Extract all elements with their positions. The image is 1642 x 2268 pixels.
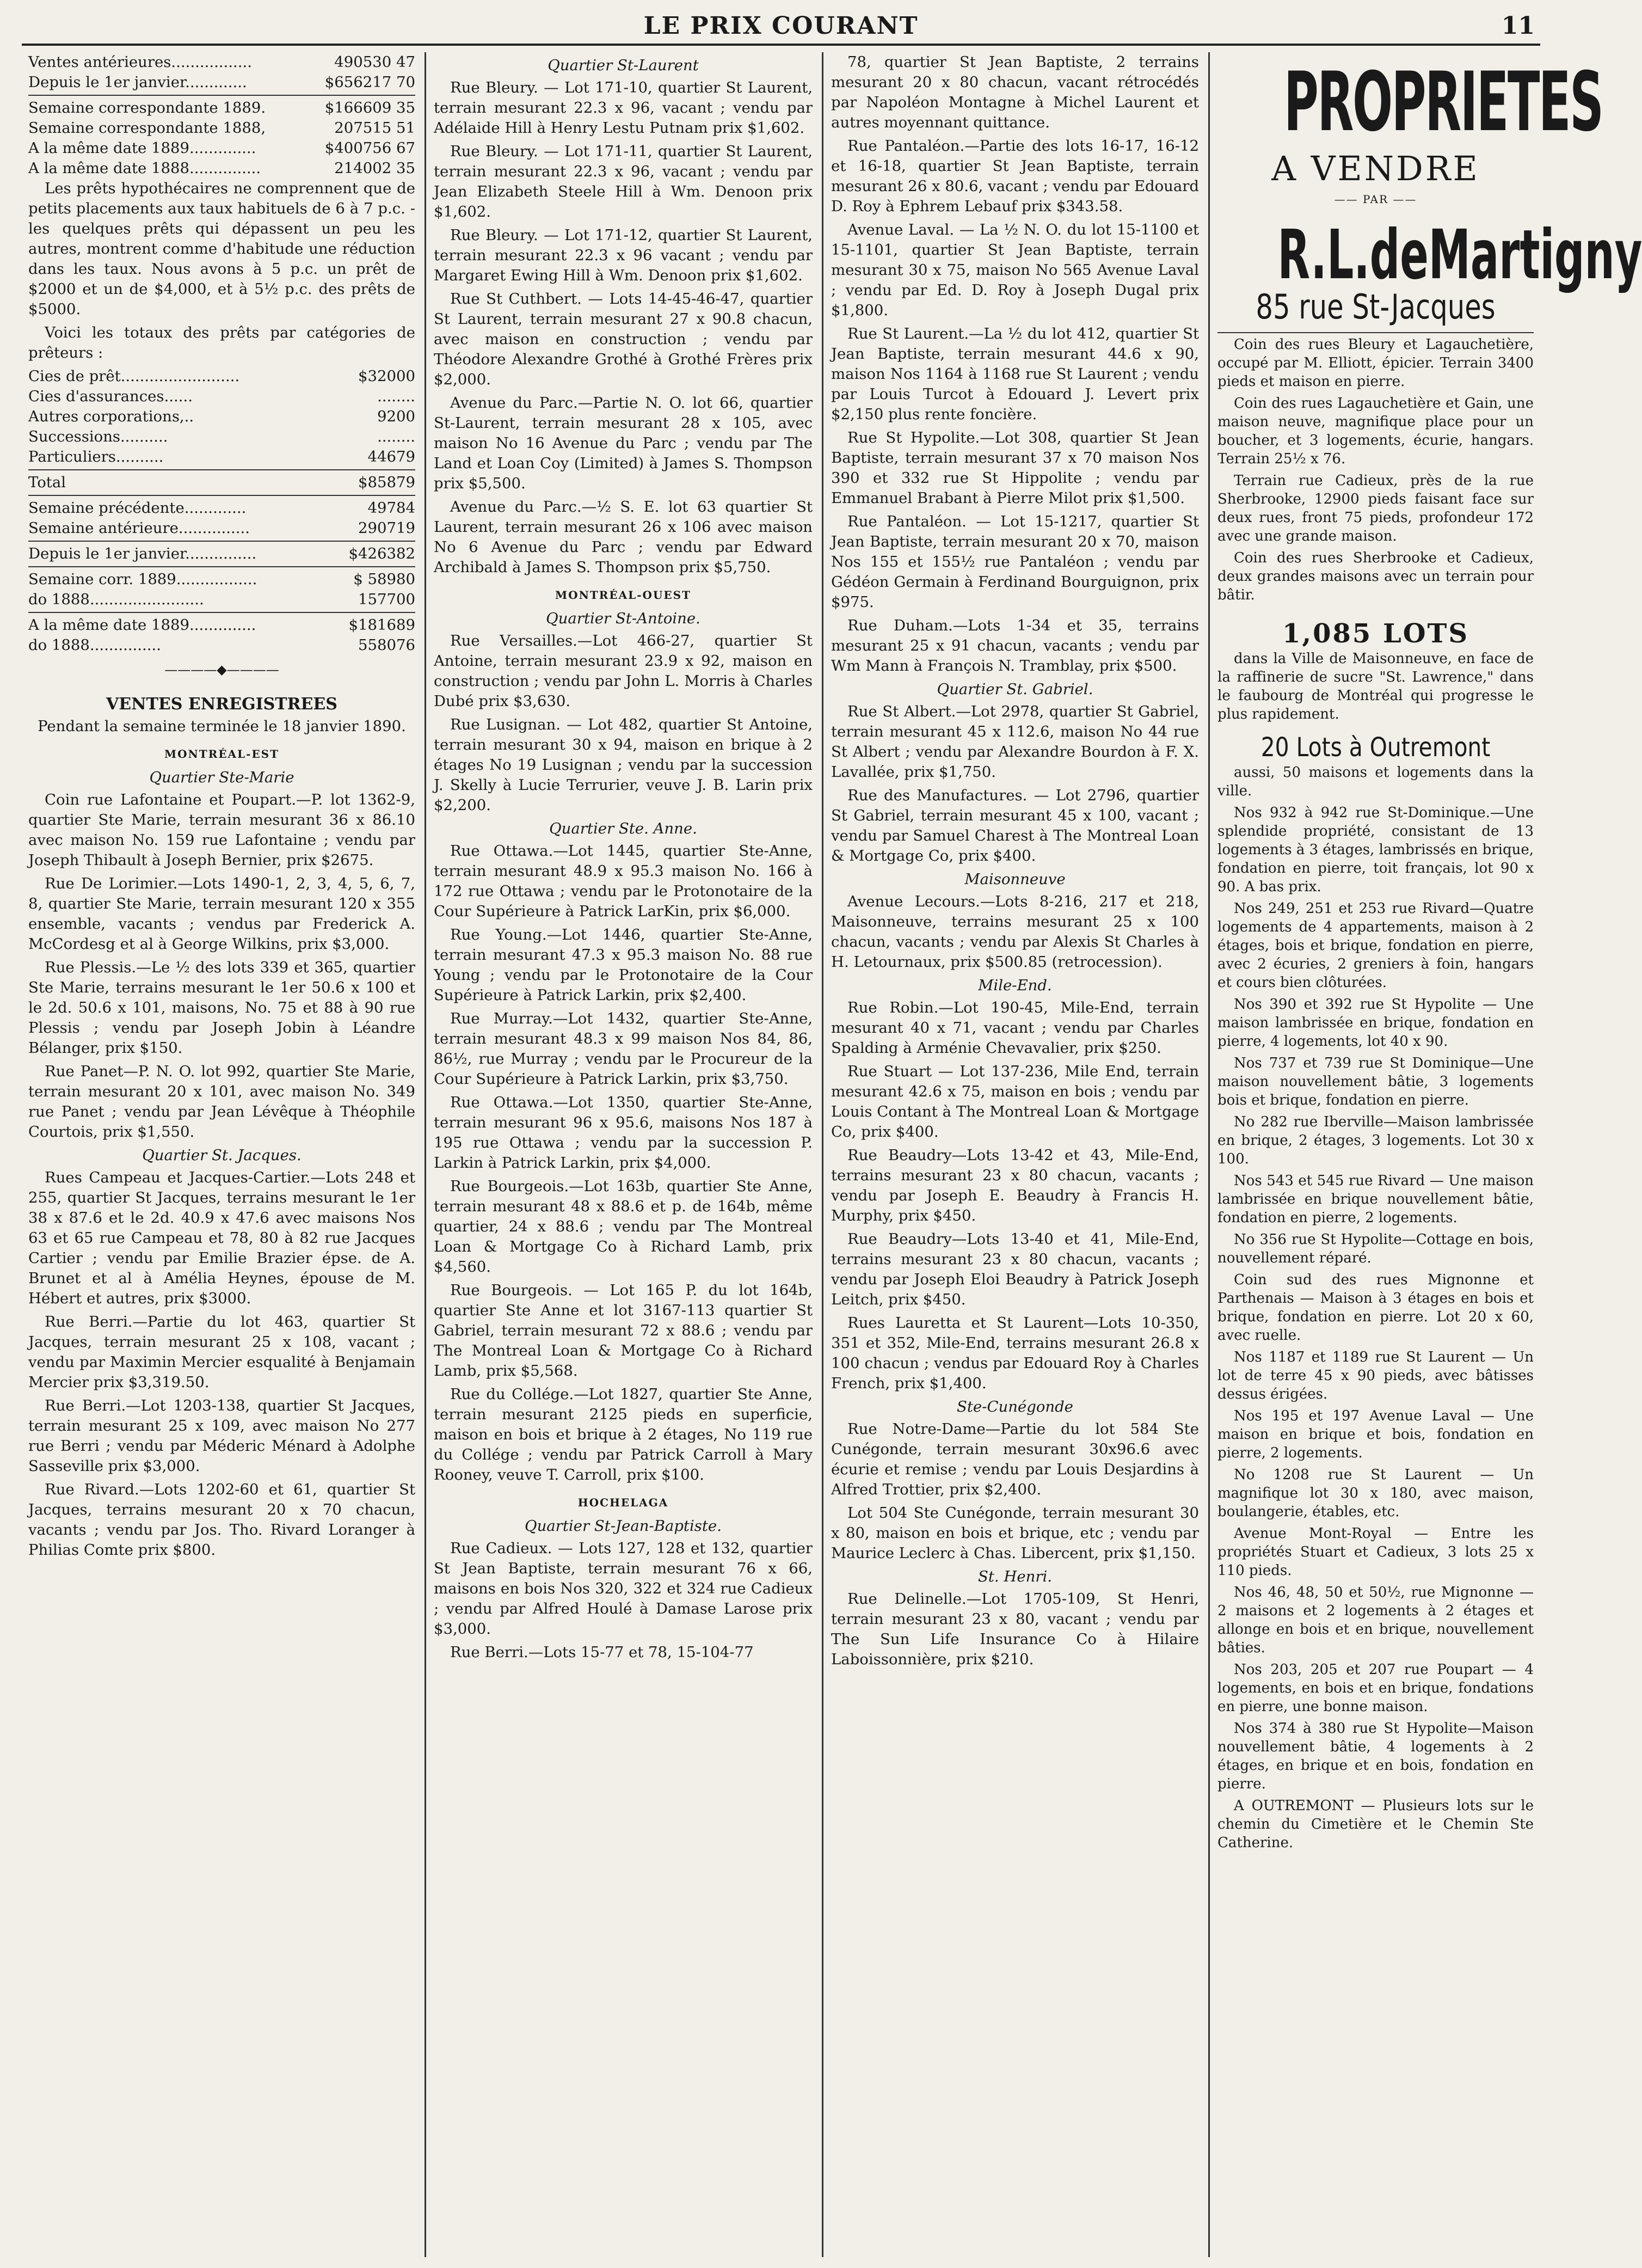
- listing-group: [28, 790, 415, 1142]
- column-3: [825, 52, 1206, 2257]
- row-label: Depuis le 1er janvier...............: [28, 545, 257, 562]
- listing-paragraph: Rue St Hypolite.—Lot 308, quartier St Jean Baptiste, terrain mesurant 37 x 70 maison Nos 390 et 332 rue St Hippolite ; vendu par Emmanuel Brabant à Pierre Milot prix $1,500.: [831, 429, 1199, 507]
- table-row: [28, 98, 415, 118]
- listing-paragraph: Nos 543 et 545 rue Rivard — Une maison lambrissée en brique nouvellement bâtie, fondation en pierre, 2 logements.: [1217, 1173, 1534, 1226]
- listing-paragraph: Coin des rues Bleury et Lagauchetière, occupé par M. Elliott, épicier. Terrain 3400 pieds et maison en pierre.: [1217, 336, 1534, 390]
- prets-totals: [28, 473, 415, 655]
- column-2: [427, 52, 819, 2257]
- listing-paragraph: Rue Beaudry—Lots 13-42 et 43, Mile-End, terrains mesurant 23 x 80 chacun, vacants ; vendu par Joseph E. Beaudry à Francis H. Murphy, prix $450.: [831, 1147, 1199, 1224]
- row-label: A la même date 1889..............: [28, 616, 256, 634]
- quartier-heading: Quartier Ste-Marie: [149, 769, 294, 786]
- row-label: A la même date 1888...............: [28, 160, 261, 177]
- listing-paragraph: Rue Robin.—Lot 190-45, Mile-End, terrain mesurant 40 x 71, vacant ; vendu par Charles Spalding à Arménie Chevavalier, prix $250.: [831, 999, 1199, 1057]
- listing-paragraph: Rue Bourgeois.—Lot 163b, quartier Ste Anne, terrain mesurant 48 x 88.6 et p. de 164b, même quartier, 24 x 88.6 ; vendu par The Montreal Loan & Mortgage Co à Richard Lamb, prix $4,560.: [434, 1178, 813, 1276]
- listing-paragraph: Rue Stuart — Lot 137-236, Mile End, terrain mesurant 42.6 x 75, maison en bois ; vendu par Louis Contant à The Montreal Loan & Mortgage Co, prix $400.: [831, 1063, 1199, 1141]
- row-value: $656217 70: [324, 73, 415, 91]
- ad-lots-title: 1,085 LOTS: [1282, 618, 1469, 649]
- row-value: 207515 51: [334, 119, 415, 137]
- column-divider: [1208, 52, 1210, 2257]
- row-value: ........: [377, 428, 415, 445]
- row-value: 44679: [367, 448, 415, 465]
- row-value: $ 58980: [353, 571, 415, 588]
- listing-paragraph: Rues Lauretta et St Laurent—Lots 10-350, 351 et 352, Mile-End, terrains mesurant 26.8 x 100 chacun ; vendus par Edouard Roy à Charles French, prix $1,400.: [831, 1314, 1199, 1392]
- listing-paragraph: Nos 203, 205 et 207 rue Poupart — 4 logements, en bois et en brique, fondations en pierre, une bonne maison.: [1217, 1662, 1534, 1715]
- listing-paragraph: Rue Notre-Dame—Partie du lot 584 Ste Cunégonde, terrain mesurant 30x96.6 avec écurie et remise ; vendu par Louis Desjardins à Alfred Trottier, prix $2,400.: [831, 1420, 1199, 1498]
- divider: [28, 95, 415, 96]
- quartier-heading: Quartier St. Jacques.: [142, 1147, 302, 1164]
- listing-paragraph: Rue Lusignan. — Lot 482, quartier St Antoine, terrain mesurant 30 x 94, maison en brique à 2 étages No 19 Lusignan ; vendu par la succession J. Skelly à Lucie Terrurier, veuve J. B. Larin prix $2,200.: [434, 716, 813, 814]
- row-value: $32000: [358, 367, 415, 385]
- table-row: [28, 72, 415, 93]
- ad-lots-text: dans la Ville de Maisonneuve, en face de la raffinerie de sucre "St. Lawrence," dans le faubourg de Montréal qui progresse le plus rapidement.: [1217, 651, 1534, 722]
- row-value: $426382: [348, 545, 415, 562]
- table-row: [28, 473, 415, 493]
- listing-group: [434, 841, 813, 1485]
- table-row: [28, 407, 415, 427]
- listing-paragraph: Rue Bleury. — Lot 171-10, quartier St Laurent, terrain mesurant 22.3 x 96, vacant ; vendu par Adélaide Hill à Henry Lestu Putnam prix $1,602.: [434, 79, 813, 137]
- listing-group: [831, 998, 1199, 1394]
- listing-paragraph: Rue Bleury. — Lot 171-12, quartier St Laurent, terrain mesurant 22.3 x 96 vacant ; vendu par Margaret Ewing Hill à Wm. Denoon prix $1,602.: [434, 226, 813, 284]
- prets-table: [28, 366, 415, 470]
- listing-paragraph: Rue Murray.—Lot 1432, quartier Ste-Anne, terrain mesurant 48.3 x 99 maison Nos 84, 86, 86½, rue Murray ; vendu par le Procureur de la Cour Supérieure à Patrick Larkin, prix $3,750.: [434, 1010, 813, 1088]
- ad-headline: PROPRIETES: [1284, 55, 1603, 150]
- newspaper-title: LE PRIX COURANT: [643, 12, 919, 40]
- ad-listing-group: [1217, 335, 1534, 604]
- row-value: 490530 47: [334, 53, 415, 71]
- row-label: Cies de prêt.........................: [28, 367, 240, 385]
- listing-paragraph: Rue St Cuthbert. — Lots 14-45-46-47, quartier St Laurent, terrain mesurant 27 x 90.8 chacun, avec maison en construction ; vendu par Théodore Alexandre Grothé à Grothé Frères prix $2,000.: [434, 290, 813, 388]
- row-label: Autres corporations,..: [28, 408, 194, 425]
- table-row: [28, 138, 415, 158]
- listing-paragraph: Rue Plessis.—Le ½ des lots 339 et 365, quartier Ste Marie, terrains mesurant le 1er 50.6 x 100 et le 2d. 50.6 x 101, maisons, No. 75 et 88 à 90 rue Plessis ; vendu par Joseph Jobin à Léandre Bélanger, prix $150.: [28, 959, 415, 1057]
- listing-paragraph: Rue Bourgeois. — Lot 165 P. du lot 164b, quartier Ste Anne et lot 3167-113 quartier St Gabriel, terrain mesurant 72 x 88.6 ; vendu par The Montreal Loan & Mortgage Co à Richard Lamb, prix $5,568.: [434, 1282, 813, 1380]
- divider: [28, 495, 415, 496]
- listing-paragraph: No 1208 rue St Laurent — Un magnifique lot 30 x 180, avec maison, boulangerie, étables, etc.: [1217, 1467, 1534, 1520]
- listing-paragraph: Rue Pantaléon.—Partie des lots 16-17, 16-12 et 16-18, quartier St Jean Baptiste, terrain mesurant 26 x 80.6, vacant ; vendu par Edouard D. Roy à Ephrem Lebauf prix $343.58.: [831, 137, 1199, 215]
- listing-paragraph: Rue Delinelle.—Lot 1705-109, St Henri, terrain mesurant 23 x 80, vacant ; vendu par The Sun Life Insurance Co à Hilaire Laboissonnière, prix $210.: [831, 1590, 1199, 1668]
- quartier-heading: Maisonneuve: [964, 871, 1066, 888]
- prets-text: Les prêts hypothécaires ne comprennent que de petits placements aux taux habituels de 6 à 7 p.c. - les quelques prêts qui dépassent un peu les autres, montrent comme d'habitude une réduction dans les taux. Nous avons à 5 p.c. un prêt de $2000 et un de $4,000, et à 5½ p.c. des prêts de $5000.: [28, 180, 415, 318]
- listing-paragraph: Rue Beaudry—Lots 13-40 et 41, Mile-End, terrains mesurant 23 x 80 chacun, vacants ; vendu par Joseph Eloi Beaudry à Patrick Joseph Leitch, prix $450.: [831, 1230, 1199, 1308]
- row-label: Particuliers..........: [28, 448, 164, 465]
- listing-paragraph: Rue Versailles.—Lot 466-27, quartier St Antoine, terrain mesurant 23.9 x 92, maison en construction ; vendu par John L. Morris à Charles Dubé prix $3,630.: [434, 632, 813, 710]
- column-divider: [425, 52, 426, 2257]
- listing-paragraph: Rue Duham.—Lots 1-34 et 35, terrains mesurant 25 x 91 chacun, vacants ; vendu par Wm Mann à François N. Tramblay, prix $500.: [831, 617, 1199, 675]
- row-label: do 1888........................: [28, 591, 204, 608]
- row-value: $400756 67: [324, 139, 415, 157]
- row-label: Semaine précédente.............: [28, 499, 247, 517]
- listing-paragraph: Nos 374 à 380 rue St Hypolite—Maison nouvellement bâtie, 4 logements à 2 étages, en brique et en bois, fondation en pierre.: [1217, 1720, 1534, 1792]
- listing-paragraph: Rue Berri.—Lot 1203-138, quartier St Jacques, terrain mesurant 25 x 109, avec maison No 277 rue Berri ; vendu par Méderic Ménard à Adolphe Sasseville prix $3,000.: [28, 1397, 415, 1475]
- page-number: 11: [1501, 12, 1535, 40]
- table-row: [28, 118, 415, 138]
- quartier-heading: St. Henri.: [977, 1568, 1053, 1585]
- listing-paragraph: Coin des rues Lagauchetière et Gain, une maison neuve, magnifique place pour un boucher, et 3 logements, écurie, hangars. Terrain 25½ x 76.: [1217, 395, 1534, 467]
- row-label: Depuis le 1er janvier.............: [28, 73, 247, 91]
- quartier-heading: Quartier St-Antoine.: [546, 610, 700, 627]
- row-label: Ventes antérieures.................: [28, 53, 252, 71]
- row-label: Semaine corr. 1889.................: [28, 571, 257, 588]
- listing-paragraph: Rue St Laurent.—La ½ du lot 412, quartier St Jean Baptiste, terrain mesurant 44.6 x 90, maison Nos 1164 à 1168 rue St Laurent ; vendu par Louis Turcot à Edouard J. Levert prix $2,150 plus rente foncière.: [831, 325, 1199, 423]
- listing-paragraph: Nos 932 à 942 rue St-Dominique.—Une splendide propriété, consistant de 13 logements à 3 étages, lambrissés en brique, fondation en pierre, toit français, lot 90 x 90. A bas prix.: [1217, 805, 1534, 895]
- table-row: [28, 590, 415, 610]
- listing-paragraph: Nos 1187 et 1189 rue St Laurent — Un lot de terre 45 x 90 pieds, avec bâtisses dessus érigées.: [1217, 1349, 1534, 1402]
- listing-group: [434, 1538, 813, 1663]
- row-value: 558076: [358, 636, 415, 654]
- row-value: 49784: [367, 499, 415, 517]
- listing-paragraph: Coin sud des rues Mignonne et Parthenais — Maison à 3 étages en bois et brique, fondation en pierre. Lot 20 x 60, avec ruelle.: [1217, 1272, 1534, 1344]
- quartier-heading: Quartier Ste. Anne.: [549, 820, 697, 837]
- ad-outremont-title: 20 Lots à Outremont: [1260, 732, 1491, 763]
- column-1: [22, 52, 422, 2257]
- totals-table: [28, 52, 415, 179]
- divider: [28, 541, 415, 542]
- listing-group: [434, 631, 813, 816]
- listing-group: [434, 78, 813, 578]
- listing-paragraph: Rue St Albert.—Lot 2978, quartier St Gabriel, terrain mesurant 45 x 112.6, maison No 44 rue St Albert ; vendu par Alexandre Bourdon à F. X. Lavallée, prix $1,750.: [831, 703, 1199, 781]
- listing-paragraph: Nos 249, 251 et 253 rue Rivard—Quatre logements de 4 appartements, maison à 2 étages, bois et brique, fondation en pierre, avec 2 écuries, 2 greniers à foin, hangars et cours bien clôturées.: [1217, 900, 1534, 991]
- listing-paragraph: Rue des Manufactures. — Lot 2796, quartier St Gabriel, terrain mesurant 45 x 100, vacant ; vendu par Samuel Charest à The Montreal Loan & Mortgage Co, prix $400.: [831, 787, 1199, 865]
- row-value: 9200: [377, 408, 415, 425]
- quartier-heading: Quartier St. Gabriel.: [937, 681, 1093, 698]
- listing-group: [831, 702, 1199, 866]
- table-row: [28, 569, 415, 590]
- advertisement-column: [1211, 52, 1642, 2257]
- listing-paragraph: No 282 rue Iberville—Maison lambrissée en brique, 2 étages, 3 logements. Lot 30 x 100.: [1217, 1114, 1534, 1167]
- ad-subheadline: A VENDRE: [1271, 149, 1480, 188]
- listing-paragraph: Avenue Laval. — La ½ N. O. du lot 15-1100 et 15-1101, quartier St Jean Baptiste, terrain mesurant 30 x 75, maison No 565 Avenue Laval ; vendu par Ed. D. Roy à Joseph Dugal prix $1,800.: [831, 221, 1199, 319]
- listing-paragraph: Rue De Lorimier.—Lots 1490-1, 2, 3, 4, 5, 6, 7, 8, quartier Ste Marie, terrain mesurant 120 x 355 ensemble, vacants ; vendus par Frederick A. McCordesg et al à George Wilkins, prix $3,000.: [28, 875, 415, 953]
- table-row: [28, 518, 415, 538]
- listing-group: [28, 1168, 415, 1560]
- listing-paragraph: Rue Cadieux. — Lots 127, 128 et 132, quartier St Jean Baptiste, terrain mesurant 76 x 66, maisons en bois Nos 320, 322 et 324 rue Cadieux ; vendu par Alfred Houlé à Damase Larose prix $3,000.: [434, 1540, 813, 1638]
- ad-par-text: PAR: [1362, 193, 1389, 206]
- row-label: Total: [28, 474, 66, 491]
- listing-paragraph: Nos 390 et 392 rue St Hypolite — Une maison lambrissée en brique, fondation en pierre, 4 logements, lot 40 x 90.: [1217, 996, 1534, 1050]
- row-value: $181689: [348, 616, 415, 634]
- listing-paragraph: Rue Berri.—Lots 15-77 et 78, 15-104-77: [450, 1644, 754, 1661]
- listing-paragraph: Nos 46, 48, 50 et 50½, rue Mignonne — 2 maisons et 2 logements à 2 étages et allonge en bois et en brique, nouvellement bâties.: [1217, 1584, 1534, 1656]
- table-row: [28, 498, 415, 518]
- listing-paragraph: Rue du Collége.—Lot 1827, quartier Ste Anne, terrain mesurant 2125 pieds en superficie, maison en bois et brique à 2 étages, No 119 rue du Collége ; vendu par Patrick Carroll à Mary Rooney, veuve T. Carroll, prix $100.: [434, 1386, 813, 1484]
- ornament-divider: ————◆————: [164, 662, 279, 677]
- row-label: Successions..........: [28, 428, 168, 445]
- listing-paragraph: 78, quartier St Jean Baptiste, 2 terrains mesurant 20 x 80 chacun, vacant rétrocédés par Napoléon Montagne à Michel Laurent et autres moyennant quittance.: [831, 53, 1199, 131]
- listing-paragraph: Rues Campeau et Jacques-Cartier.—Lots 248 et 255, quartier St Jacques, terrains mesurant le 1er 38 x 87.6 et le 2d. 40.9 x 47.6 avec maisons Nos 63 et 65 rue Campeau et 78, 80 à 82 rue Jacques Cartier ; vendu par Emilie Brazier épse. de A. Brunet et al à Amélia Heynes, épouse de M. Hébert et autres, prix $3000.: [28, 1169, 415, 1307]
- ventes-subtitle: Pendant la semaine terminée le 18 janvier 1890.: [38, 718, 406, 735]
- divider: [28, 566, 415, 567]
- row-label: Cies d'assurances......: [28, 388, 193, 405]
- table-row: [28, 615, 415, 635]
- ventes-title: VENTES ENREGISTREES: [106, 695, 337, 714]
- divider: [1217, 332, 1534, 333]
- table-row: [28, 544, 415, 564]
- listing-paragraph: Rue Pantaléon. — Lot 15-1217, quartier St Jean Baptiste, terrain mesurant 20 x 70, maison Nos 155 et 155½ rue Pantaléon ; vendu par Gédéon Germain à Ferdinand Bourguignon, prix $975.: [831, 513, 1199, 611]
- table-row: [28, 635, 415, 655]
- listing-paragraph: No 356 rue St Hypolite—Cottage en bois, nouvellement réparé.: [1217, 1231, 1534, 1266]
- page-header: [22, 5, 1540, 46]
- row-label: Semaine correspondante 1888,: [28, 119, 266, 137]
- row-value: $166609 35: [324, 99, 415, 117]
- listing-paragraph: Lot 504 Ste Cunégonde, terrain mesurant 30 x 80, maison en bois et brique, etc ; vendu par Maurice Leclerc à Chas. Libercent, prix $1,150.: [831, 1504, 1199, 1562]
- ad-outremont-text: aussi, 50 maisons et logements dans la ville.: [1217, 764, 1534, 799]
- row-value: ........: [377, 388, 415, 405]
- row-value: $85879: [358, 474, 415, 491]
- listing-paragraph: Avenue Mont-Royal — Entre les propriétés Stuart et Cadieux, 3 lots 25 x 110 pieds.: [1217, 1525, 1534, 1579]
- column-divider: [822, 52, 823, 2257]
- row-label: A la même date 1889..............: [28, 139, 256, 157]
- section-heading: MONTRÉAL-OUEST: [555, 589, 691, 602]
- quartier-heading: Quartier St-Jean-Baptiste.: [525, 1517, 722, 1535]
- listing-group: [831, 1419, 1199, 1564]
- ad-listing-group: [1217, 804, 1534, 1852]
- prets-intro: Voici les totaux des prêts par catégories de prêteurs :: [28, 324, 415, 361]
- listing-paragraph: Nos 195 et 197 Avenue Laval — Une maison en brique et bois, fondation en pierre, 2 logements.: [1217, 1408, 1534, 1461]
- row-value: 290719: [358, 519, 415, 537]
- table-row: [28, 447, 415, 467]
- listing-paragraph: Coin rue Lafontaine et Poupart.—P. lot 1362-9, quartier Ste Marie, terrain mesurant 36 x 86.10 avec maison No. 159 rue Lafontaine ; vendu par Joseph Thibault à Joseph Bernier, prix $2675.: [28, 791, 415, 869]
- listing-group: [831, 52, 1199, 676]
- row-label: Semaine antérieure...............: [28, 519, 250, 537]
- row-value: 214002 35: [334, 160, 415, 177]
- quartier-heading: Mile-End.: [978, 977, 1052, 994]
- quartier-heading: Quartier St-Laurent: [548, 57, 699, 74]
- listing-paragraph: Nos 737 et 739 rue St Dominique—Une maison nouvellement bâtie, 3 logements bois et brique, fondation en pierre.: [1217, 1055, 1534, 1108]
- listing-group: [831, 1589, 1199, 1670]
- listing-paragraph: Rue Berri.—Partie du lot 463, quartier St Jacques, terrain mesurant 25 x 108, vacant ; vendu par Maximin Mercier esqualité à Benjamain Mercier prix $3,319.50.: [28, 1313, 415, 1391]
- divider: [28, 469, 415, 470]
- listing-group: [831, 892, 1199, 972]
- table-row: [28, 387, 415, 407]
- listing-paragraph: Rue Young.—Lot 1446, quartier Ste-Anne, terrain mesurant 47.3 x 95.3 maison No. 88 rue Young ; vendu par le Protonotaire de la Cour Supérieure à Patrick Larkin, prix $2,400.: [434, 926, 813, 1004]
- quartier-heading: Ste-Cunégonde: [957, 1398, 1073, 1415]
- listing-paragraph: Rue Rivard.—Lots 1202-60 et 61, quartier St Jacques, terrains mesurant 20 x 70 chacun, vacants ; vendu par Jos. Tho. Rivard Loranger à Philias Comte prix $800.: [28, 1481, 415, 1559]
- table-row: [28, 52, 415, 72]
- listing-paragraph: A OUTREMONT — Plusieurs lots sur le chemin du Cimetière et le Chemin Ste Catherine.: [1217, 1798, 1534, 1851]
- row-label: Semaine correspondante 1889.: [28, 99, 266, 117]
- listing-paragraph: Coin des rues Sherbrooke et Cadieux, deux grandes maisons avec un terrain pour bâtir.: [1217, 550, 1534, 603]
- table-row: [28, 427, 415, 447]
- table-row: [28, 366, 415, 387]
- listing-paragraph: Avenue du Parc.—½ S. E. lot 63 quartier St Laurent, terrain mesurant 26 x 106 avec maison No 6 Avenue du Parc ; vendu par Edward Archibald à James S. Thompson prix $5,750.: [434, 498, 813, 576]
- columns: [22, 52, 1642, 2257]
- listing-paragraph: Terrain rue Cadieux, près de la rue Sherbrooke, 12900 pieds faisant face sur deux rues, front 75 pieds, profondeur 172 avec une grande maison.: [1217, 473, 1534, 544]
- listing-paragraph: Rue Ottawa.—Lot 1445, quartier Ste-Anne, terrain mesurant 48.9 x 95.3 maison No. 166 à 172 rue Ottawa ; vendu par le Protonotaire de la Cour Supérieure à Patrick LarKin, prix $6,000.: [434, 842, 813, 920]
- ad-agent-name: R.L.deMartigny: [1277, 216, 1642, 295]
- ad-par: —— PAR ——: [1334, 193, 1417, 206]
- section-heading: HOCHELAGA: [577, 1496, 669, 1509]
- ad-address: 85 rue St-Jacques: [1256, 287, 1496, 327]
- row-value: 157700: [358, 591, 415, 608]
- listing-paragraph: Avenue du Parc.—Partie N. O. lot 66, quartier St-Laurent, terrain mesurant 28 x 105, avec maison No 16 Avenue du Parc ; vendu par The Land et Loan Coy (Limited) à James S. Thompson prix $5,500.: [434, 394, 813, 492]
- listing-paragraph: Rue Panet—P. N. O. lot 992, quartier Ste Marie, terrain mesurant 20 x 101, avec maison No. 349 rue Panet ; vendu par Jean Lévêque à Théophile Courtois, prix $1,550.: [28, 1063, 415, 1141]
- listing-paragraph: Avenue Lecours.—Lots 8-216, 217 et 218, Maisonneuve, terrains mesurant 25 x 100 chacun, vacants ; vendu par Alexis St Charles à H. Letournaux, prix $500.85 (retrocession).: [831, 893, 1199, 971]
- section-heading: MONTRÉAL-EST: [164, 747, 280, 761]
- listing-paragraph: Rue Bleury. — Lot 171-11, quartier St Laurent, terrain mesurant 22.3 x 96, vacant ; vendu par Jean Elizabeth Steele Hill à Wm. Denoon prix $1,602.: [434, 143, 813, 220]
- divider: [28, 612, 415, 613]
- row-label: do 1888...............: [28, 636, 162, 654]
- listing-paragraph: Rue Ottawa.—Lot 1350, quartier Ste-Anne, terrain mesurant 96 x 95.6, maisons Nos 187 à 195 rue Ottawa ; vendu par la succession P. Larkin à Patrick Larkin, prix $4,000.: [434, 1094, 813, 1172]
- table-row: [28, 158, 415, 179]
